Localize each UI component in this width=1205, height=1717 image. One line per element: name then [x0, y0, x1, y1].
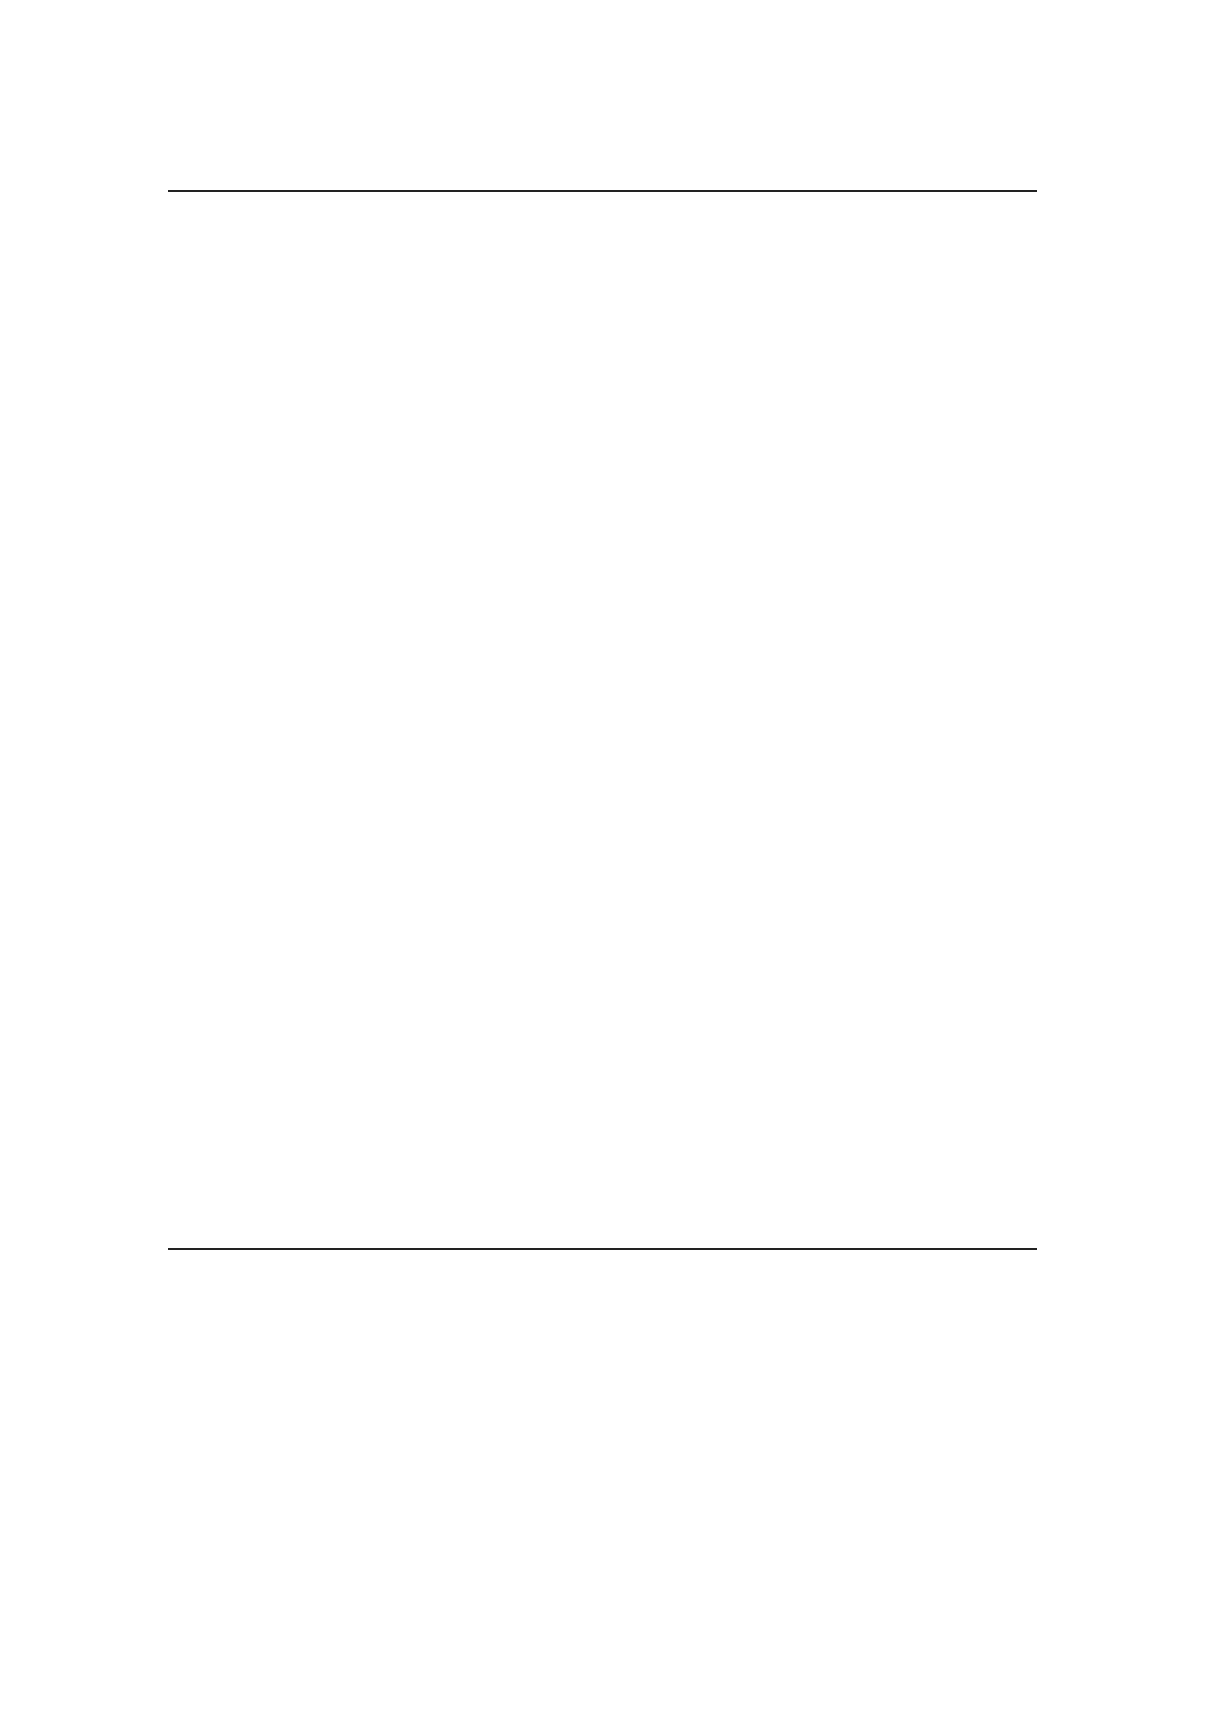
header-divider — [168, 190, 1037, 192]
running-header — [168, 128, 1037, 188]
footnotes — [168, 1260, 1037, 1590]
footnote-divider — [168, 1248, 1037, 1250]
main-text — [168, 200, 1037, 1240]
